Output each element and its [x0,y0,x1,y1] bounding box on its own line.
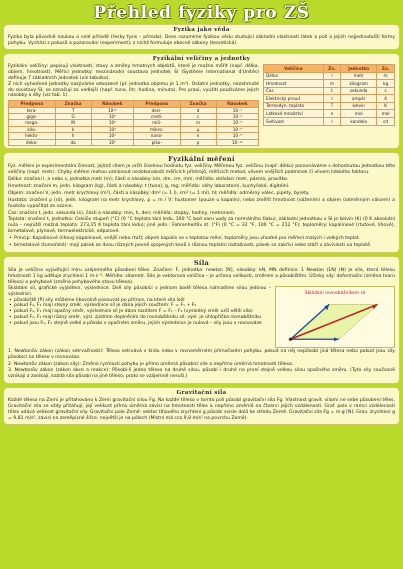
si-unit-cell: Hmotnost [264,80,324,88]
page-title: Přehled fyziky pro ZŠ [93,3,310,23]
section-force [3,256,400,384]
newton-law-item: 1. Newtonův zákon (zákon setrvačnosti): Těleso setrvává v klidu nebo v rovnoměrném přímočarém pohybu, pokud na něj nepůsobí jiná tělesa nebo pokud jsou síly působící na těleso v rovnováze. [8,348,395,360]
si-unit-cell: Látkové množství [264,110,324,118]
measurement-item: Hmotnost: značení m, jedn. kilogram (kg), části a násobky: t (tuna), g, mg; měřidla: váhy laboratorní, kuchyňské, digitální. [8,184,290,189]
newton-laws-list [8,349,395,380]
measurement-intro: Fyz. měření je experimentální činnost, jejímž cílem je určit číselnou hodnotu fyz. veličiny. Měřenou fyz. veličinu (např. délku) porovnáváme s dohodnutou jednotkou této veličiny (např. metr). Chyby měření mohou vzniknout nedokonalostí měřicích přístrojů, měřicích metod, vlivem vnějších podmínek či vlivem lidského faktoru. [8,164,395,176]
prefix-cell: n [180,133,216,139]
prefix-cell: M [55,120,91,126]
measurement-item: Teplota: značení t, jednotka: Celsiův stupeň (°C) (0 °C teplota tání ledu, 100 °C bod varu vody za normálního tlaku), základní jednotkou v SI je kelvin (K) (0 K absolutní nula – nejnižší možná teplota: 273,15 K teplota tání ledu); jiné jedn.: Fahrenheitův st. (°F) (0 °C = 32 °F, 100 °C = 212 °F); teploměry: kapalinové (rtuťové, lihové), bimetalové, plynové, termoelektrické, odporové. [8,217,395,235]
prefix-cell: 10⁻⁶ [216,126,258,132]
si-unit-row [264,72,395,80]
force-bullet-item: • pokud jsou F₁, F₂ stejně velké a působí v opačném směru, jejich výslednice je nulová – síly jsou v rovnováze [8,321,271,327]
prefix-cell: 10¹² [91,107,133,113]
si-unit-row [264,80,395,88]
paragraph-derived-units: Z nich vytvořené jednotky nazýváme odvozené (př. jednotka objemu je 1 m³). Ostatní jednotky, nezahrnuté do soustavy SI, se označují za vedlejší (např. tuna, litr, hodina, minuta). Pro praxi, využití používáme jejich násobky a díly (viz tab. 1). [8,81,259,99]
force-bullet-list [8,298,271,327]
prefix-cell: m [180,120,216,126]
force-definition: Síla je veličina vyjadřující míru vzájemného působení těles. Značení: F, jednotka: newton [N], násobky: kN, MN definice: 1 Newton (1N) (N) je síla, která tělesu hmotnosti 1 kg uděluje zrychlení 1 m·s⁻². Měřidlo: silometr. Síla je vektorová veličina – je určena velikostí, směrem a působištěm. Účinky síly: deformační (změna tvaru tělesa) a pohybové (změna pohybového stavu tělesa). [8,268,395,285]
si-unit-cell: ampér [341,95,377,103]
prefix-cell: mega- [9,120,56,126]
prefix-header-cell: Předpona [133,101,180,107]
section-heading: Gravitační síla [176,390,227,397]
prefix-cell: hekto- [9,133,56,139]
prefix-cell: deci- [133,107,180,113]
si-unit-row [264,95,395,103]
section-heading: Fyzikální měření [168,154,235,163]
si-unit-cell: A [377,95,395,103]
si-unit-row [264,118,395,126]
force-bullet-item: • pokud F₁, F₂ mají různý směr, výsl. zjistíme doplněním do rovnoběžníku síl; výsl. je úhlopříčka rovnoběžníku [8,315,271,321]
si-header-cell: Veličina [264,65,324,73]
prefix-cell: G [55,114,91,120]
force-bullet-item: • působiště (P) síly můžeme libovolně posouvat po přímce, na které síla leží [8,298,271,304]
point-of-action-dot [289,338,292,341]
prefix-header-cell: Značka [55,101,91,107]
si-unit-cell: kg [377,80,395,88]
prefix-header-cell: Předpona [9,101,56,107]
section-gravity [3,387,400,425]
si-header-cell: Zn. [377,65,395,73]
si-header-cell: Zn. [323,65,341,73]
gravity-text: Každé těleso na Zemi je přitahováno k Zemi gravitační silou Fg. Na každé těleso v tomto poli působí gravitační síla Fg. Vlastnost gravit. silami ne sebe působení těles. Gravitační síla se vždy přitahují, její velikost přímo úměrná závisí na hmotnosti těles a nepřímo úměrně na čtverci jejich vzdálenosti. Graf. pole v rámci vzdálenosti těles udává velikost gravitační síly. Gravitační pole Země: vektor tíhového zrychlení g působí svisle dolů ke středu Země. Gravitační síla Fg = m·g [N]. Grav. zrychlení g = 9,81 m/s², závisí na zeměpisné šířce, největší je na pólech (Místní má cca 9,8 m/s² na povrchu Země). [8,398,395,421]
force-bullet-item: • pokud F₁, F₂ mají stejný směr, výslednice síl je dána jejich součtem: F = F₁ + F₂ [8,303,271,309]
measurement-item: • Princip: Kapalinové (lihový kapalinové, vnější nebo rtuť); objem kapalin se s teplotou mění, teploměry jsou vhodné pro měření malých i velkých teplot. [8,236,395,242]
prefix-cell: µ [180,126,216,132]
si-unit-cell: metr [341,72,377,80]
prefix-header-cell: Značka [180,101,216,107]
measurement-item: Objem: značení V, jedn. metr krychlový (m³), části a násobky: dm³ (= 1 l), cm³ (= 1 ml), hl; měřidla: odměrný válec, pipety, byrety. [8,190,310,196]
section-quantities-units [3,53,400,149]
measurement-item: Hustota: značení ρ (ró), jedn. kilogram na metr krychlový, ρ = m / V; hustomer (pouze u kapalin), nebo změřit hmotnost (vážením) a objem (odměrným válcem) a hustotu vypočítat ze vzorce. [8,197,395,209]
si-header-cell: Jednotka [341,65,377,73]
si-unit-cell: s [377,87,395,95]
prefix-cell: T [55,107,91,113]
si-unit-cell: mol [377,110,395,118]
si-unit-cell: m [323,80,341,88]
prefix-cell: 10² [91,133,133,139]
prefix-cell: p [180,139,216,145]
prefix-cell: tera- [9,107,56,113]
si-unit-cell: cd [377,118,395,126]
measurement-item: Čas: značení t, jedn. sekunda (s), části a násobky: min, h, den; měřidla: stopky, hodiny, metronom. [8,210,236,216]
quantities-text-column [8,64,259,146]
measurement-item: • bimetalové (tumořské): mají pásek ze dvou různých pevně spojených kovů s různou teplotní roztažností, pásek se zakřiví nebo stáčí v závislosti na teplotě. [8,243,395,249]
prefix-cell: c [180,114,216,120]
force-composition-text: Skládání sil, grafické vyjádření, výslednice. Dvě síly působící v jednom bodě tělesa nahradíme silou jedinou – výslednicí. [8,285,271,297]
si-unit-cell: sekunda [341,87,377,95]
measurement-list [8,177,395,249]
si-unit-cell: Délka [264,72,324,80]
force-bullet-item: • pokud F₁, F₂ mají opačný směr, výslednice síl je dána rozdílem F = F₁ – F₂ (výsledný směr určí větší síla) [8,309,271,315]
prefix-row [9,139,259,145]
prefix-cell: deka- [9,139,56,145]
si-unit-cell: T [323,102,341,110]
si-unit-row [264,102,395,110]
si-unit-cell: Elektrický proud [264,95,324,103]
prefix-cell: mili- [133,120,180,126]
diagram-title: Skládání rovnoběžníkem sil [304,290,366,296]
section-physics-as-science [3,24,400,50]
si-unit-cell: l [323,72,341,80]
si-unit-cell: K [377,102,395,110]
si-units-table [263,64,395,126]
section-heading: Fyzikální veličiny a jednotky [152,55,251,62]
prefix-cell: kilo- [9,126,56,132]
si-unit-cell: kandela [341,118,377,126]
prefix-header-cell: Násobek [91,101,133,107]
si-units-column [263,64,395,146]
prefix-cell: h [55,133,91,139]
newton-law-item: 2. Newtonův zákon (zákon síly): Změna rychlosti pohybu je přímo úměrná působící síle a nepřímo úměrná hmotnosti tělesa. [8,361,294,367]
si-unit-cell: I [323,118,341,126]
prefix-cell: 10⁻² [216,114,258,120]
prefix-cell: k [55,126,91,132]
section-text: Fyzika byla původně naukou o celé přírodě (řecky fysis – příroda). Dnes rozumíme fyzikou vědu studující základní vlastnosti látek a polí a jejich nejjednodušší formy pohybu. Vychází z pokusů a pozorování (experiment), z nichž formuluje obecné zákony (teoretická). [8,35,395,47]
si-unit-cell: Čas [264,87,324,95]
si-unit-cell: kilogram [341,80,377,88]
si-unit-cell: n [323,110,341,118]
prefix-cell: d [180,107,216,113]
prefix-cell: 10⁻¹ [216,107,258,113]
force-composition [8,286,271,348]
prefix-cell: 10⁻⁹ [216,133,258,139]
si-unit-row [264,110,395,118]
si-unit-cell: kelvin [341,102,377,110]
si-unit-row [264,87,395,95]
si-unit-cell: t [323,87,341,95]
prefix-table [8,100,259,146]
prefix-cell: piko- [133,139,180,145]
prefix-cell: 10⁻¹² [216,139,258,145]
si-unit-cell: Termodyn. teplota [264,102,324,110]
prefix-header-cell: Násobek [216,101,258,107]
force-parallelogram-diagram [275,286,395,348]
section-heading: Fyzika jako věda [173,27,230,33]
si-unit-cell: m [377,72,395,80]
si-unit-cell: I [323,95,341,103]
newton-law-item: 3. Newtonův zákon (zákon akce a reakce): Působí-li jedno těleso na druhé silou, působí i druhé na první stejně velkou silou opačného směru. (Tyto síly současně vznikají a zanikají, každá síla působí na jiné těleso, proto se vzájemně neruší.) [8,368,395,380]
prefix-cell: 10⁶ [91,120,133,126]
prefix-cell: nano- [133,133,180,139]
prefix-cell: giga- [9,114,56,120]
measurement-item: Délka: značení l, a nebo s, jednotka metr (m); části a násobky: km, dm, cm, mm; měřidla: skládací metr, pásmo, pravítko. [8,177,289,183]
section-measurement [3,152,400,253]
section-heading: Síla [193,258,210,267]
si-unit-cell: mol [341,110,377,118]
prefix-cell: mikro- [133,126,180,132]
prefix-cell: centi- [133,114,180,120]
prefix-cell: 10¹ [91,139,133,145]
si-unit-cell: Svítivost [264,118,324,126]
paragraph-quantities: Fyzikální veličiny: popisují vlastnosti, stavy a změny hmotných objektů, které je možno měřit (např. délka, objem, hmotnost). Měřicí jednotky: mezinárodní soustava jednotek SI (Système International d'Unités) definuje 7 základních jednotek (viz tabulka). [8,64,259,81]
prefix-cell: 10³ [91,126,133,132]
prefix-cell: da [55,139,91,145]
prefix-cell: 10⁻³ [216,120,258,126]
prefix-cell: 10⁹ [91,114,133,120]
